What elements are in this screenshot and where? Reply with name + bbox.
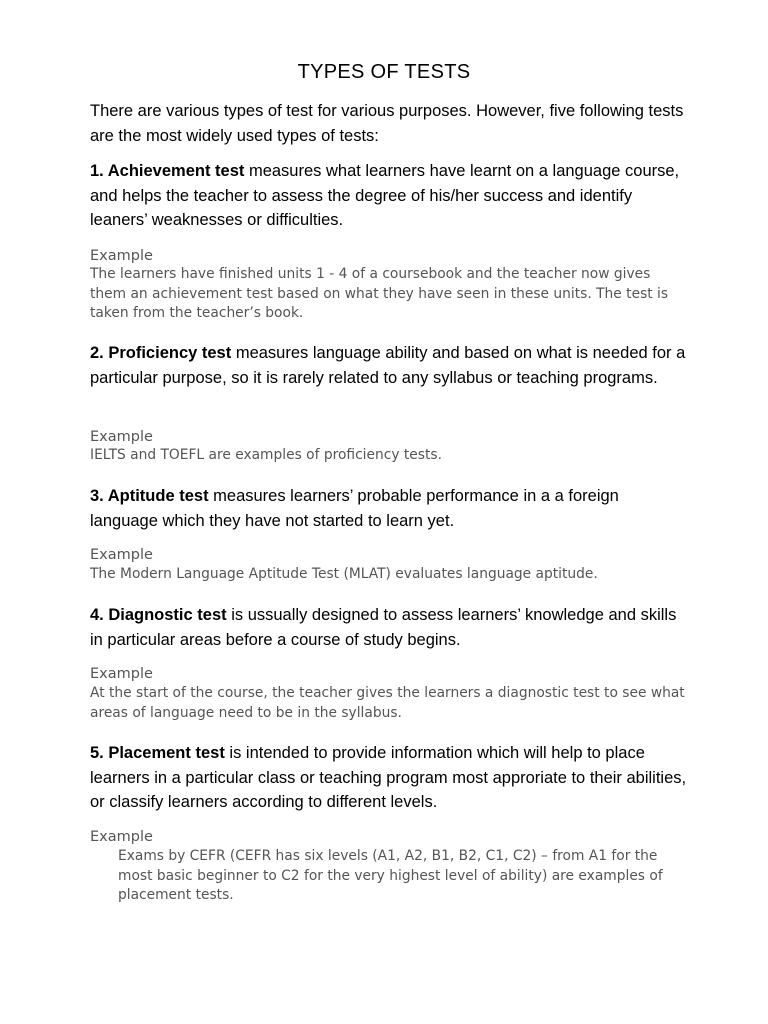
- test-5-description: is intended to provide information which will help to place learners in a particular class or teaching program most approriate to their abilities, or classify learners according to different levels.: [90, 744, 687, 811]
- page-title: TYPES OF TESTS: [297, 61, 471, 83]
- test-2-term: 2. Proficiency test: [90, 344, 232, 362]
- test-1-description: measures what learners have learnt on a language course, and helps the teacher to assess the degree of his/her success and identify leaners’ weaknesses or difficulties.: [90, 162, 680, 229]
- test-2-example-label: Example: [90, 429, 153, 445]
- intro-paragraph: There are various types of test for various purposes. However, five following tests are the most widely used types of tests:: [90, 102, 684, 145]
- test-5-example-label: Example: [90, 829, 153, 845]
- test-3-description: measures learners’ probable performance in a a foreign language which they have not started to learn yet.: [90, 487, 619, 530]
- test-2-description: measures language ability and based on what is needed for a particular purpose, so it is rarely related to any syllabus or teaching programs.: [90, 344, 686, 387]
- test-3-example-label: Example: [90, 547, 153, 563]
- test-4-term: 4. Diagnostic test: [90, 606, 227, 624]
- test-3-term: 3. Aptitude test: [90, 487, 209, 505]
- test-1-definition: [90, 159, 690, 233]
- test-3-definition: [90, 484, 690, 533]
- test-3-example: The Modern Language Aptitude Test (MLAT) evaluates language aptitude.: [90, 566, 598, 582]
- test-4-example: At the start of the course, the teacher gives the learners a diagnostic test to see what areas of language need to be in the syllabus.: [90, 685, 685, 721]
- test-5-definition: [90, 741, 690, 815]
- test-4-example-label: Example: [90, 666, 153, 682]
- test-5-example: Exams by CEFR (CEFR has six levels (A1, A2, B1, B2, C1, C2) – from A1 for the most basic beginner to C2 for the very highest level of ability) are examples of placement tests.: [118, 848, 663, 903]
- test-2-example: IELTS and TOEFL are examples of proficiency tests.: [90, 447, 442, 463]
- test-2-definition: [90, 341, 690, 390]
- test-1-example: The learners have finished units 1 - 4 of a coursebook and the teacher now gives them an achievement test based on what they have seen in these units. The test is taken from the teacher’s book.: [90, 266, 669, 321]
- test-1-example-label: Example: [90, 248, 153, 264]
- test-4-definition: [90, 603, 690, 652]
- test-1-term: 1. Achievement test: [90, 162, 245, 180]
- test-5-term: 5. Placement test: [90, 744, 225, 762]
- test-4-description: is ussually designed to assess learners’ knowledge and skills in particular areas before a course of study begins.: [90, 606, 677, 649]
